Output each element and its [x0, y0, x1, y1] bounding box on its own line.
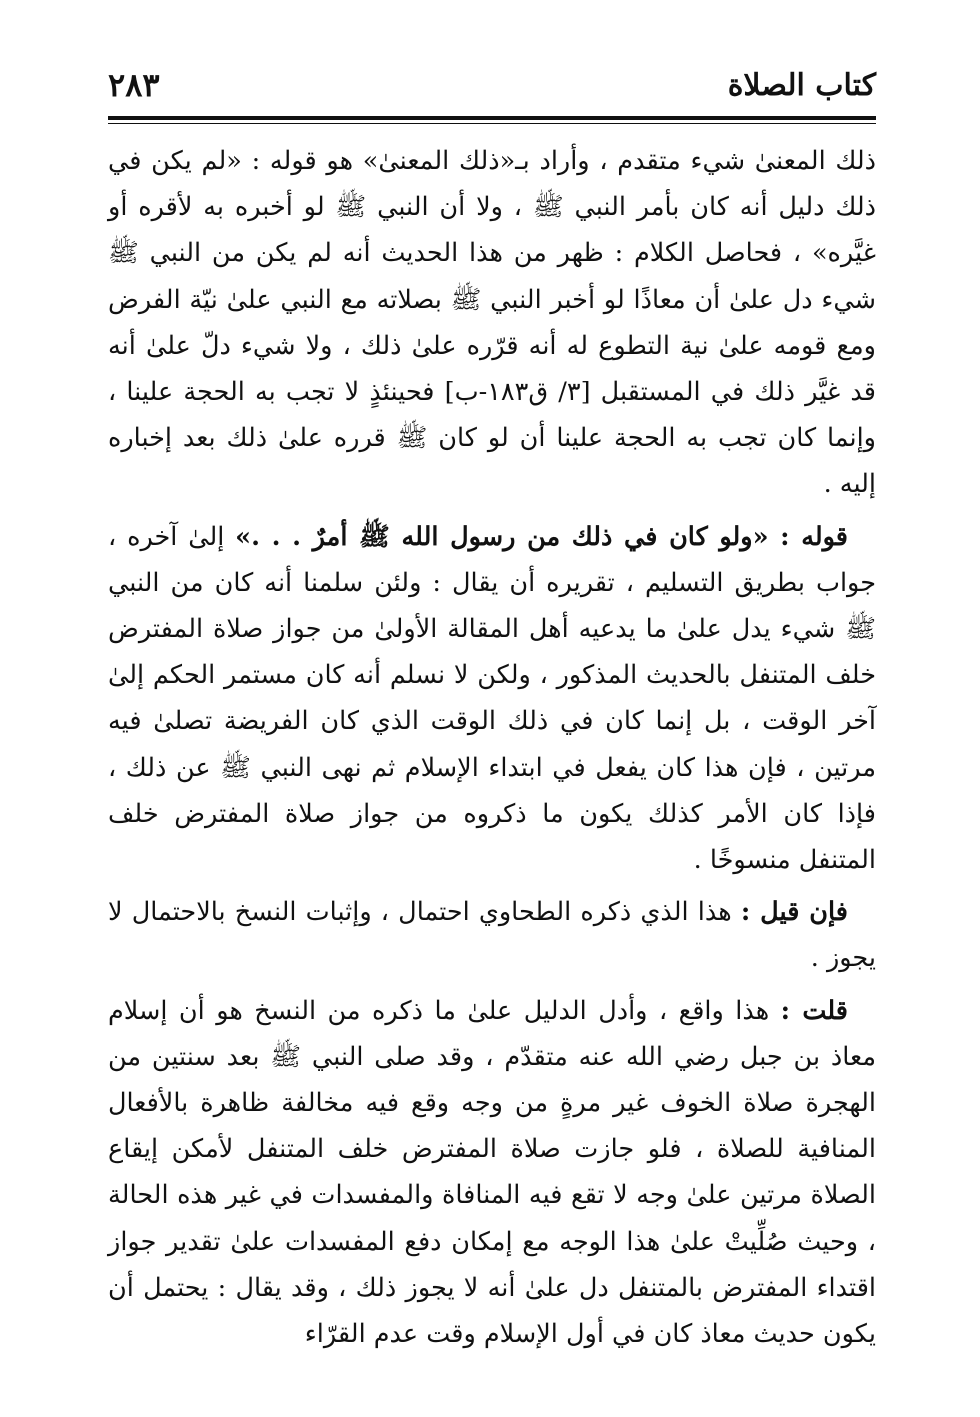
running-title: كتاب الصلاة: [727, 68, 876, 103]
header-rule: [108, 116, 876, 120]
paragraph-3: [108, 889, 876, 981]
paragraph-1-text: ذلك المعنىٰ شيء متقدم ، وأراد بـ«ذلك المعنىٰ» هو قوله : «لم يكن في ذلك دليل أنه كان بأمر النبي ﷺ ، ولا أن النبي ﷺ لو أخبره به لأقره أو غيَّره» ، فحاصل الكلام : ظهر من هذا الحديث أنه لم يكن من النبي ﷺ شيء دل علىٰ أن معاذًا لو أخبر النبي ﷺ بصلاته مع النبي علىٰ نيّة الفرض ومع قومه علىٰ نية التطوع له أنه قرّره علىٰ ذلك ، ولا شيء دلّ علىٰ أنه قد غيَّر ذلك في المستقبل [٣/ ق١٨٣-ب] فحينئذٍ لا تجب به الحجة علينا ، وإنما كان تجب به الحجة علينا أن لو كان ﷺ قرره علىٰ ذلك بعد إخباره إليه .: [108, 146, 876, 500]
paragraph-2-lead: قوله : «ولو كان في ذلك من رسول الله ﷺ أمرٌ . . .»: [235, 521, 848, 552]
paragraph-2-text: إلىٰ آخره ، جواب بطريق التسليم ، تقريره أن يقال : ولئن سلمنا أنه كان من النبي ﷺ شيء يدل علىٰ ما يدعيه أهل المقالة الأولىٰ من جواز صلاة المفترض خلف المتنفل بالحديث المذكور ، ولكن لا نسلم أنه كان مستمر الحكم إلىٰ آخر الوقت ، بل إنما كان في ذلك الوقت الذي كان الفريضة تصلىٰ فيه مرتين ، فإن هذا كان يفعل في ابتداء الإسلام ثم نهى النبي ﷺ عن ذلك ، فإذا كان الأمر كذلك يكون ما ذكروه من جواز صلاة المفترض خلف المتنفل منسوخًا .: [108, 521, 876, 876]
paragraph-3-text: هذا الذي ذكره الطحاوي احتمال ، وإثبات النسخ بالاحتمال لا يجوز .: [108, 897, 876, 974]
paragraph-3-lead: فإن قيل :: [740, 897, 848, 928]
page-header: [108, 66, 876, 110]
paragraph-4-text: هذا واقع ، وأدل الدليل علىٰ ما ذكره من النسخ هو أن إسلام معاذ بن جبل رضي الله عنه متقدّم ، وقد صلى النبي ﷺ بعد سنتين من الهجرة صلاة الخوف غير مرةٍ من وجه وقع فيه مخالفة ظاهرة بالأفعال المنافية للصلاة ، فلو جازت صلاة المفترض خلف المتنفل لأمكن إيقاع الصلاة مرتين علىٰ وجه لا تقع فيه المنافاة والمفسدات في غير هذه الحالة ، وحيث صُلِّيتْ علىٰ هذا الوجه مع إمكان دفع المفسدات علىٰ تقدير جواز اقتداء المفترض بالمتنفل دل علىٰ أنه لا يجوز ذلك ، وقد يقال : يحتمل أن يكون حديث معاذ كان في أول الإسلام وقت عدم القرّاء: [108, 995, 876, 1350]
page-body: [108, 138, 876, 1357]
paragraph-4-lead: قلت :: [780, 995, 848, 1026]
paragraph-2: [108, 514, 876, 884]
header-rule-thin: [108, 123, 876, 124]
paragraph-4: [108, 988, 876, 1358]
paragraph-1: [108, 138, 876, 508]
page-number: ٢٨٣: [108, 66, 160, 104]
